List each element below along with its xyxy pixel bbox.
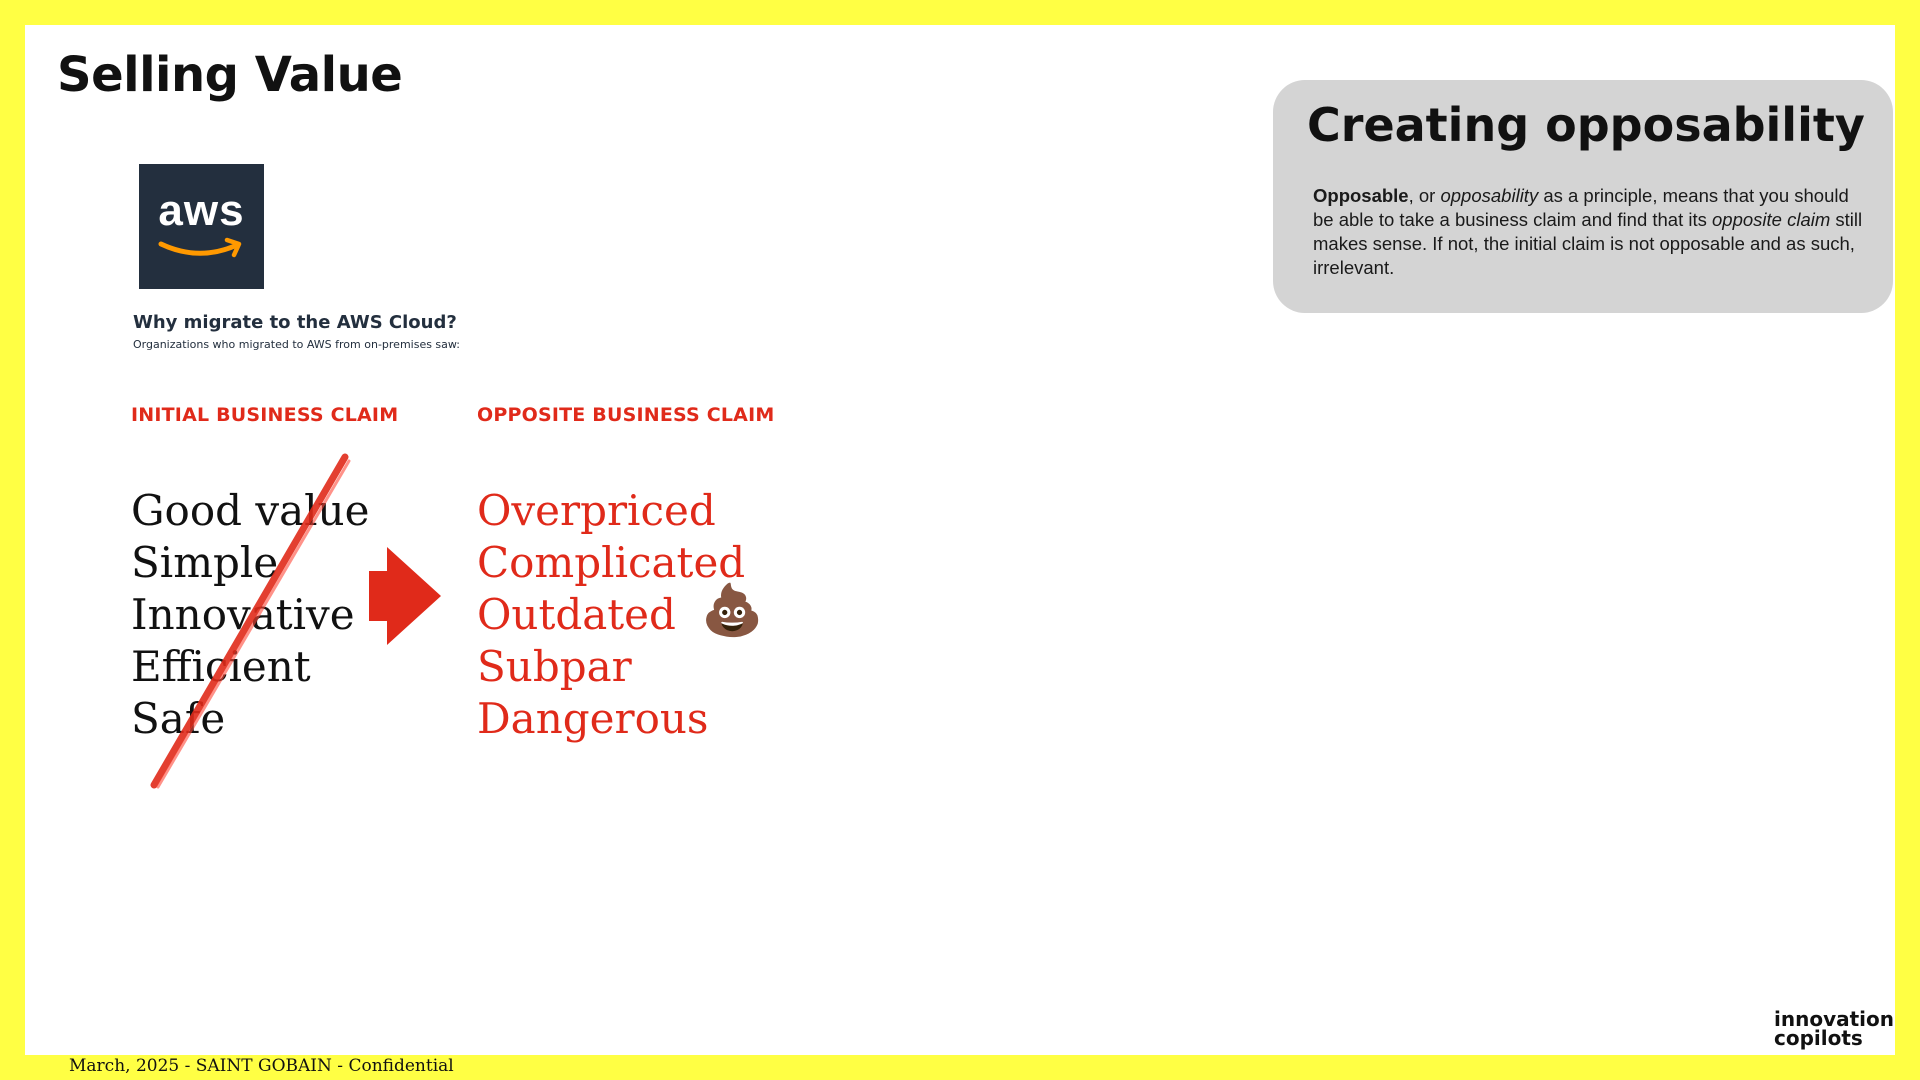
info-card (1273, 80, 1893, 313)
slide (25, 25, 1895, 1076)
opposite-claim-item: Dangerous (477, 694, 709, 743)
aws-heading: Why migrate to the AWS Cloud? (133, 312, 457, 333)
info-term-italic: opposite claim (1712, 209, 1831, 230)
info-card-body (1313, 184, 1869, 280)
footer-confidential: March, 2025 - SAINT GOBAIN - Confidential (69, 1056, 454, 1076)
info-term-italic: opposability (1440, 185, 1539, 206)
aws-subheading: Organizations who migrated to AWS from on-premises saw: (133, 338, 461, 351)
info-text: as a principle, means that you should be able to take a business claim and find that its (1313, 185, 1849, 230)
page-title: Selling Value (57, 47, 403, 103)
poop-emoji-icon: 💩 (701, 581, 764, 639)
brand-line: innovation (1774, 1007, 1894, 1031)
info-text: , or (1408, 185, 1441, 206)
brand-line: copilots (1774, 1026, 1863, 1050)
initial-claim-list (131, 485, 369, 745)
initial-claim-item: Efficient (131, 642, 311, 691)
aws-smile-icon (157, 236, 247, 262)
opposite-claim-item: Overpriced (477, 486, 716, 535)
aws-logo (139, 164, 264, 289)
opposite-claim-item: Complicated (477, 538, 746, 587)
right-arrow-icon (369, 547, 441, 645)
initial-claim-heading: INITIAL BUSINESS CLAIM (131, 404, 399, 426)
opposite-claim-item: Subpar (477, 642, 632, 691)
initial-claim-item: Safe (131, 694, 226, 743)
opposite-claim-heading: OPPOSITE BUSINESS CLAIM (477, 404, 775, 426)
initial-claim-item: Innovative (131, 590, 355, 639)
info-card-title: Creating opposability (1307, 98, 1865, 152)
initial-claim-item: Simple (131, 538, 279, 587)
info-text: still makes sense. If not, the initial claim is not opposable and as such, irrelevant. (1313, 209, 1863, 278)
brand-logo (1774, 1007, 1894, 1050)
initial-claim-item: Good value (131, 486, 370, 535)
aws-logo-text: aws (158, 186, 245, 235)
info-term: Opposable (1313, 185, 1409, 206)
opposite-claim-item: Outdated (477, 590, 676, 639)
